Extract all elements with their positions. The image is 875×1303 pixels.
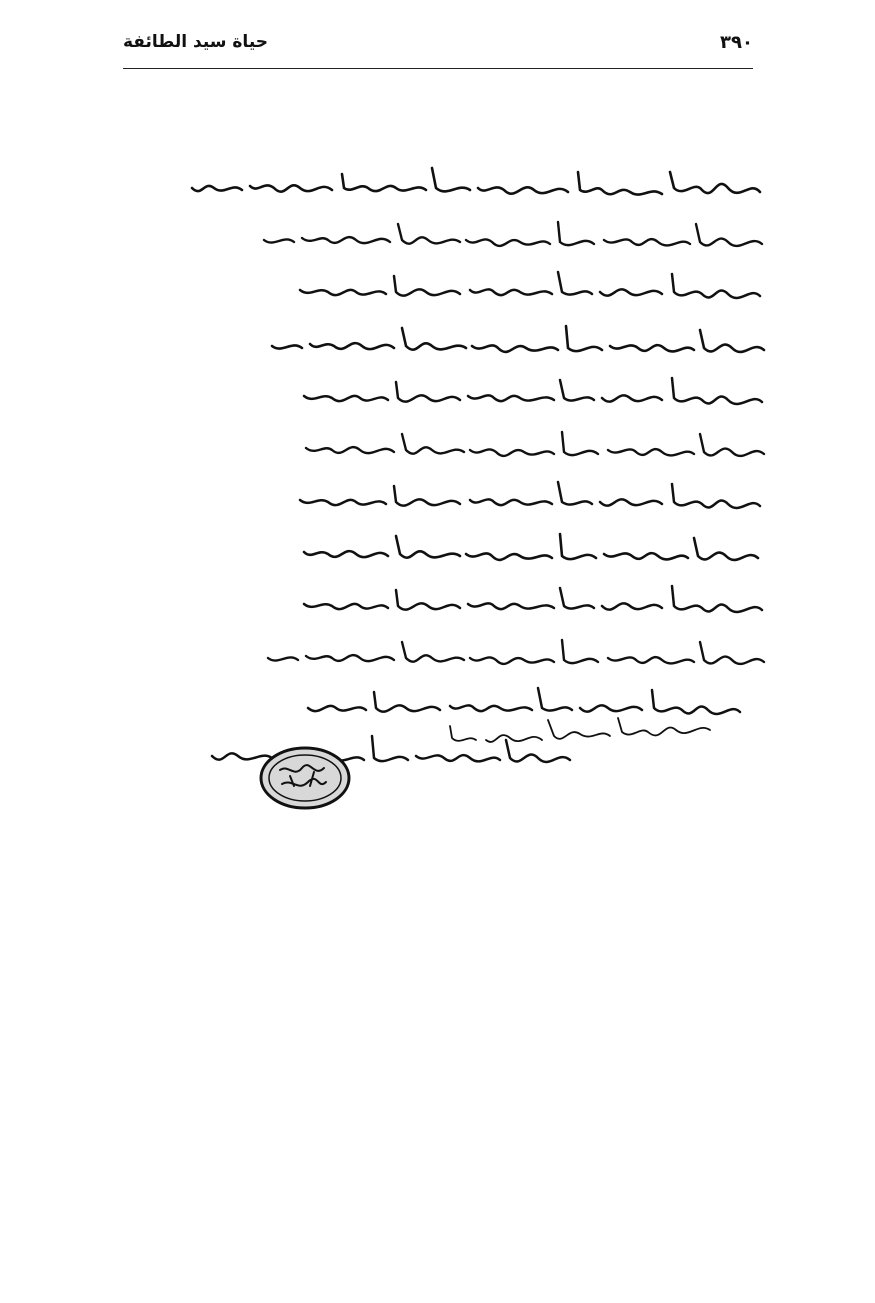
manuscript-image [100,150,800,850]
manuscript-line-9 [304,586,762,612]
manuscript-line-6 [306,432,764,456]
manuscript-line-3 [300,272,760,298]
manuscript-svg [100,150,800,850]
manuscript-line-10 [268,640,764,664]
manuscript-line-12 [212,736,570,762]
seal-stamp [261,748,349,808]
manuscript-line-5 [304,378,762,404]
manuscript-line-8 [304,534,758,560]
page-header [123,28,753,69]
running-title: حياة سيد الطائفة [123,32,269,52]
page-number: ٣٩٠ [720,32,753,53]
manuscript-line-1 [192,168,760,195]
manuscript-line-4 [272,326,764,352]
manuscript-lines [192,168,764,762]
manuscript-line-7 [300,482,760,508]
manuscript-line-11 [308,688,740,714]
manuscript-line-2 [264,222,762,246]
manuscript-signature [450,718,710,742]
